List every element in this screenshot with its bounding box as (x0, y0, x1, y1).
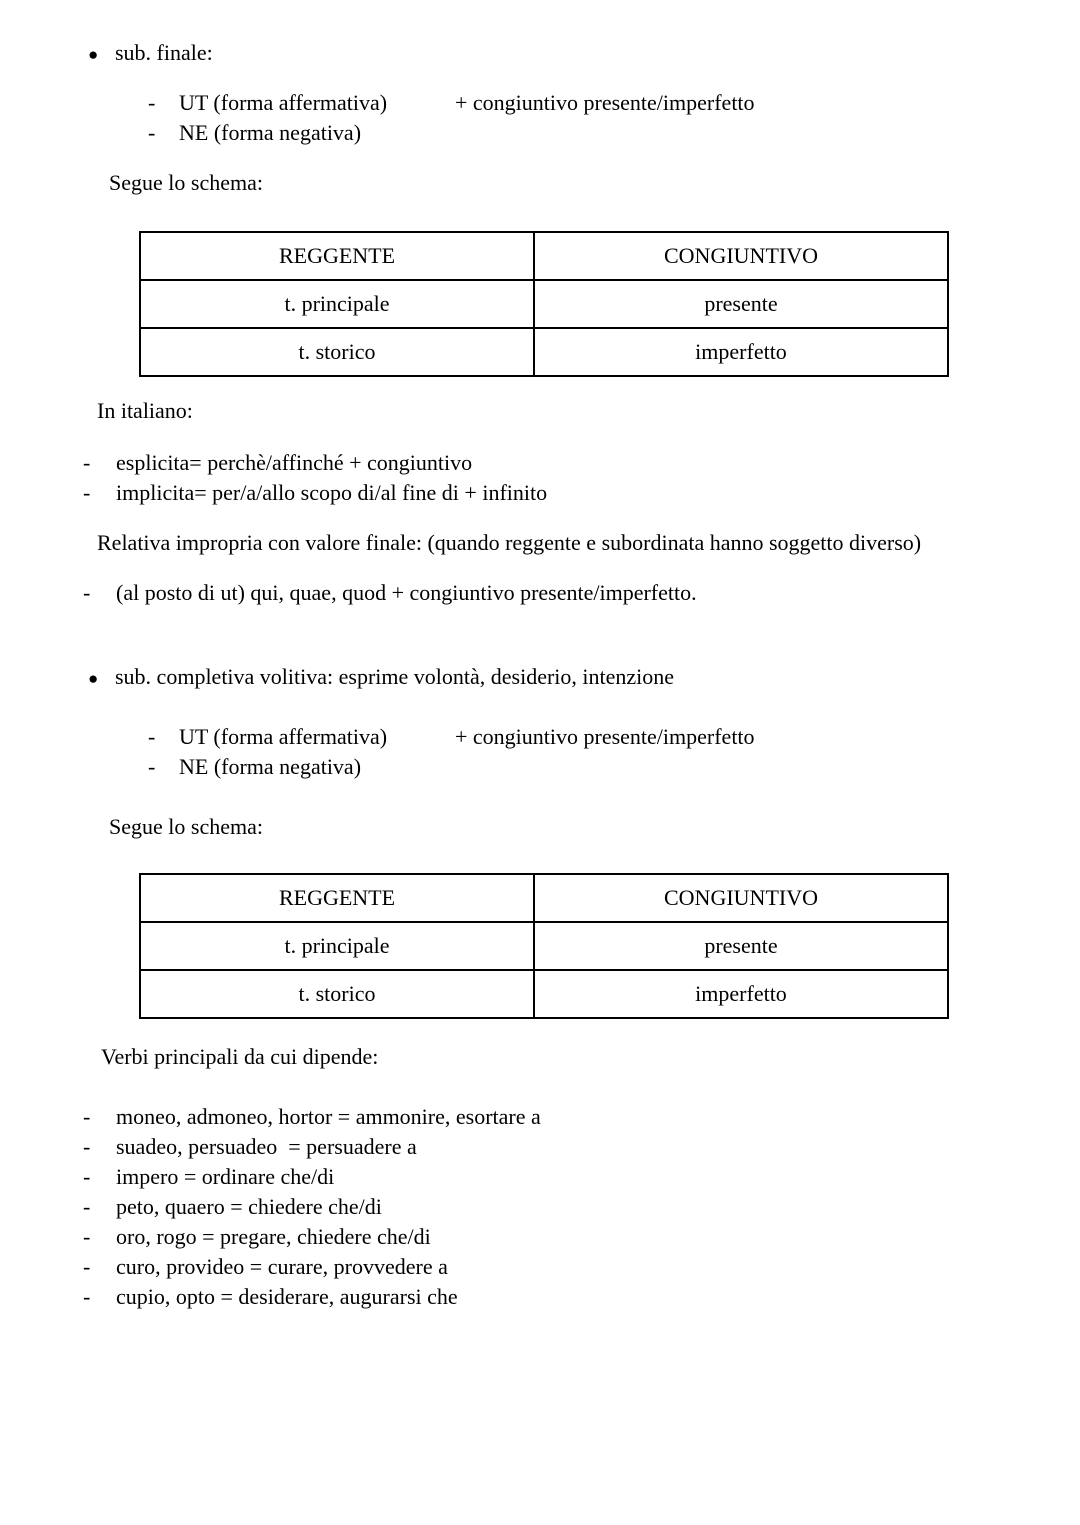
table-header-congiuntivo: CONGIUNTIVO (534, 874, 948, 922)
table-cell-congiuntivo: presente (534, 280, 948, 328)
list-item-label: moneo, admoneo, hortor = ammonire, esortare a (116, 1104, 541, 1129)
relativa-impropria-text: Relativa impropria con valore finale: (quando reggente e subordinata hanno soggetto diverso) (97, 530, 922, 555)
table-header-row (140, 874, 948, 922)
table-row (140, 280, 948, 328)
list-item-ne-negativa (148, 118, 361, 148)
list-item-label: NE (forma negativa) (179, 120, 362, 145)
list-item-verbo (83, 1192, 382, 1222)
table-cell-congiuntivo: imperfetto (534, 970, 948, 1018)
schema-table-volitiva (139, 873, 949, 1019)
congiuntivo-annotation: + congiuntivo presente/imperfetto (455, 724, 755, 749)
list-item-implicita (83, 478, 547, 508)
list-item-label: impero = ordinare che/di (116, 1164, 335, 1189)
list-item-esplicita (83, 448, 472, 478)
congiuntivo-annotation: + congiuntivo presente/imperfetto (455, 90, 755, 115)
dash-icon: - (83, 1164, 91, 1189)
dash-icon: - (148, 90, 156, 115)
list-item-label: suadeo, persuadeo = persuadere a (116, 1134, 417, 1159)
list-item-label: (al posto di ut) qui, quae, quod + congiuntivo presente/imperfetto. (116, 580, 697, 605)
bullet-label: sub. completiva volitiva: esprime volontà, desiderio, intenzione (115, 664, 675, 689)
table-row (140, 328, 948, 376)
table-cell-congiuntivo: presente (534, 922, 948, 970)
list-item-ut-affermativa (148, 88, 387, 118)
list-item-ut-affermativa (148, 722, 387, 752)
list-item-verbo (83, 1252, 448, 1282)
table-cell-reggente: t. storico (140, 328, 534, 376)
list-item-verbo (83, 1162, 334, 1192)
table-row (140, 970, 948, 1018)
list-item-label: curo, provideo = curare, provvedere a (116, 1254, 448, 1279)
table-cell-reggente: t. principale (140, 280, 534, 328)
table-cell-congiuntivo: imperfetto (534, 328, 948, 376)
verbi-principali-heading: Verbi principali da cui dipende: (101, 1044, 379, 1069)
list-item-verbo (83, 1222, 431, 1252)
list-item-label: implicita= per/a/allo scopo di/al fine di + infinito (116, 480, 548, 505)
dash-icon: - (83, 1104, 91, 1129)
dash-icon: - (83, 1284, 91, 1309)
table-cell-reggente: t. principale (140, 922, 534, 970)
table-header-congiuntivo: CONGIUNTIVO (534, 232, 948, 280)
list-item-verbo (83, 1102, 541, 1132)
dash-icon: - (83, 480, 91, 505)
list-item-label: peto, quaero = chiedere che/di (116, 1194, 382, 1219)
table-cell-reggente: t. storico (140, 970, 534, 1018)
bullet-label: sub. finale: (115, 40, 213, 65)
in-italiano-heading: In italiano: (97, 398, 193, 423)
table-row (140, 922, 948, 970)
dash-icon: - (148, 754, 156, 779)
dash-icon: - (83, 1134, 91, 1159)
list-item-label: UT (forma affermativa) (179, 90, 388, 115)
dash-icon: - (148, 724, 156, 749)
list-item-label: UT (forma affermativa) (179, 724, 388, 749)
bullet-icon: ● (88, 669, 99, 688)
schema-table-finale (139, 231, 949, 377)
list-item-label: NE (forma negativa) (179, 754, 362, 779)
table-header-reggente: REGGENTE (140, 874, 534, 922)
table-header-reggente: REGGENTE (140, 232, 534, 280)
list-item-verbo (83, 1132, 417, 1162)
bullet-item-sub-finale (88, 38, 213, 70)
segue-lo-schema-label: Segue lo schema: (109, 814, 263, 839)
dash-icon: - (148, 120, 156, 145)
list-item-verbo (83, 1282, 458, 1312)
dash-icon: - (83, 1254, 91, 1279)
list-item-label: oro, rogo = pregare, chiedere che/di (116, 1224, 431, 1249)
list-item-label: cupio, opto = desiderare, augurarsi che (116, 1284, 458, 1309)
bullet-icon: ● (88, 45, 99, 64)
dash-icon: - (83, 580, 91, 605)
bullet-item-sub-completiva-volitiva (88, 662, 674, 694)
table-header-row (140, 232, 948, 280)
dash-icon: - (83, 1194, 91, 1219)
list-item-ne-negativa (148, 752, 361, 782)
list-item-al-posto-di-ut (83, 578, 697, 608)
dash-icon: - (83, 1224, 91, 1249)
dash-icon: - (83, 450, 91, 475)
list-item-label: esplicita= perchè/affinché + congiuntivo (116, 450, 473, 475)
segue-lo-schema-label: Segue lo schema: (109, 170, 263, 195)
